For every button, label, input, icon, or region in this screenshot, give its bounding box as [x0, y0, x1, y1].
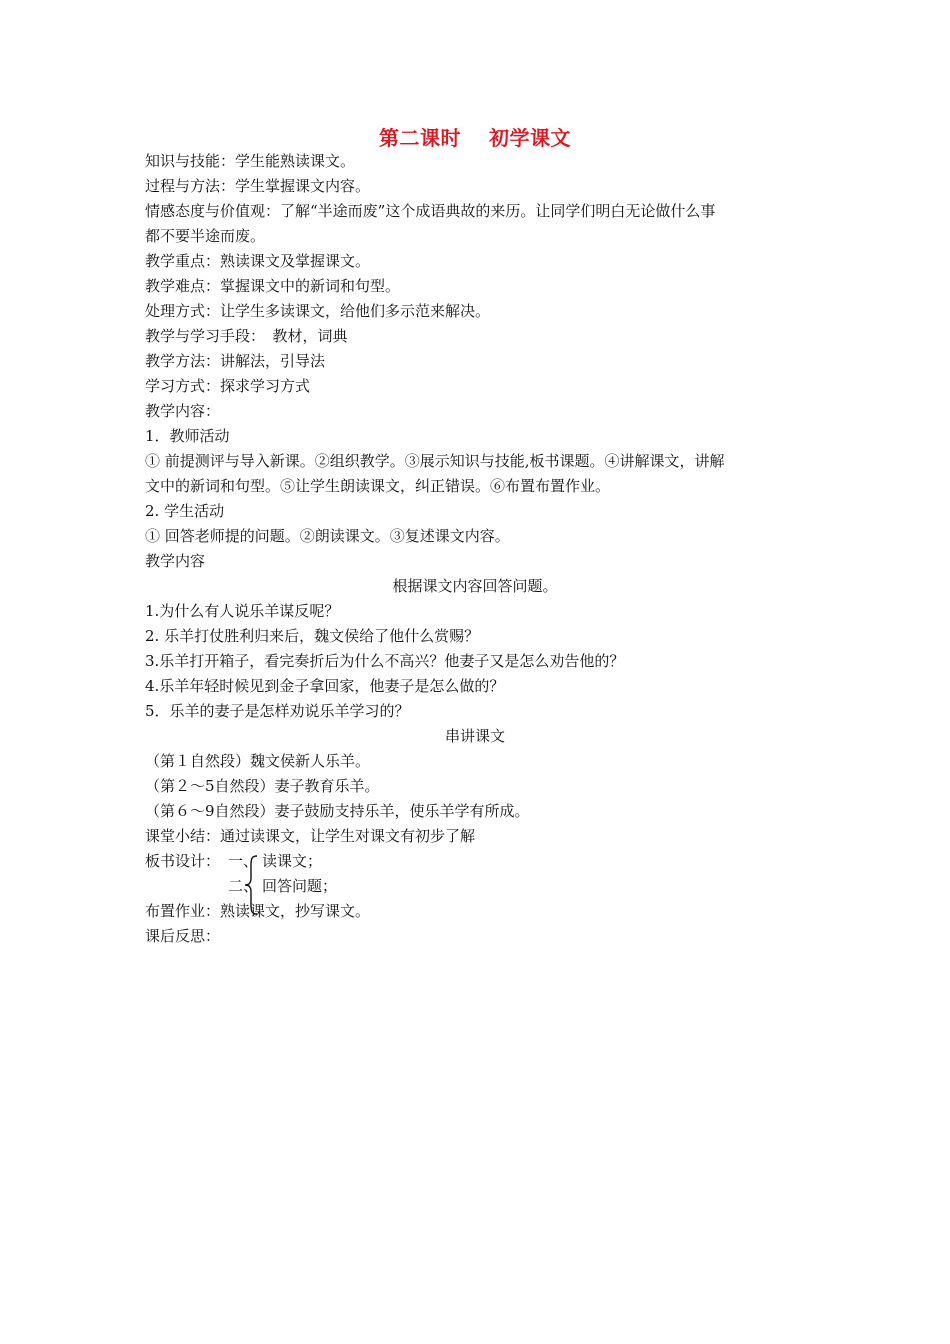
class-summary: 课堂小结：通过读课文，让学生对课文有初步了解 [145, 827, 476, 845]
teacher-activity-line-cont: 文中的新词和句型。⑤让学生朗读课文，纠正错误。⑥布置布置作业。 [145, 477, 611, 495]
question-item: 3.乐羊打开箱子，看完奏折后为什么不高兴？他妻子又是怎么劝告他的？ [145, 652, 625, 670]
paragraph-item: （第１自然段）魏文侯新人乐羊。 [145, 752, 371, 770]
question-item: 4.乐羊年轻时候见到金子拿回家，他妻子是怎么做的？ [145, 677, 505, 695]
paragraph-item: （第２～5自然段）妻子教育乐羊。 [145, 777, 380, 795]
board-design-label: 板书设计： [145, 852, 221, 870]
handling-line: 处理方式：让学生多读课文，给他们多示范来解决。 [145, 302, 491, 320]
question-item: 5．乐羊的妻子是怎样劝说乐羊学习的？ [145, 702, 410, 720]
teaching-method-line: 教学方法：讲解法，引导法 [145, 352, 326, 370]
teaching-content-label: 教学内容： [145, 402, 221, 420]
homework-line: 布置作业：熟读课文，抄写课文。 [145, 902, 371, 920]
board-item-2-number: 二、 [228, 877, 259, 895]
page-title: 第二课时 初学课文 [379, 126, 571, 150]
difficulties-line: 教学难点：掌握课文中的新词和句型。 [145, 277, 401, 295]
board-item-2-text: 回答问题； [262, 877, 338, 895]
reflection-line: 课后反思： [145, 927, 221, 945]
board-item-1-text: 读课文； [262, 852, 323, 870]
knowledge-skills-line: 知识与技能：学生能熟读课文。 [145, 152, 356, 170]
board-item-1-number: 一、 [228, 852, 259, 870]
process-method-line: 过程与方法：学生掌握课文内容。 [145, 177, 371, 195]
questions-heading: 根据课文内容回答问题。 [392, 577, 558, 595]
values-line-cont: 都不要半途而废。 [145, 227, 266, 245]
learning-method-line: 学习方式：探求学习方式 [145, 377, 311, 395]
key-points-line: 教学重点：熟读课文及掌握课文。 [145, 252, 371, 270]
teaching-tools-line: 教学与学习手段： 教材，词典 [145, 327, 348, 345]
explain-heading: 串讲课文 [444, 727, 505, 745]
student-activity-heading: 2. 学生活动 [145, 502, 225, 520]
teacher-activity-heading: 1．教师活动 [145, 427, 230, 445]
question-item: 2. 乐羊打仗胜利归来后，魏文侯给了他什么赏赐？ [145, 627, 480, 645]
teacher-activity-line: ① 前提测评与导入新课。②组织教学。③展示知识与技能,板书课题。④讲解课文，讲解 [145, 452, 725, 470]
values-line: 情感态度与价值观：了解“半途而废”这个成语典故的来历。让同学们明白无论做什么事 [145, 202, 716, 220]
teaching-content-heading: 教学内容 [145, 552, 206, 570]
student-activity-line: ① 回答老师提的问题。②朗读课文。③复述课文内容。 [145, 527, 510, 545]
question-item: 1.为什么有人说乐羊谋反呢？ [145, 602, 340, 620]
paragraph-item: （第６～9自然段）妻子鼓励支持乐羊，使乐羊学有所成。 [145, 802, 530, 820]
